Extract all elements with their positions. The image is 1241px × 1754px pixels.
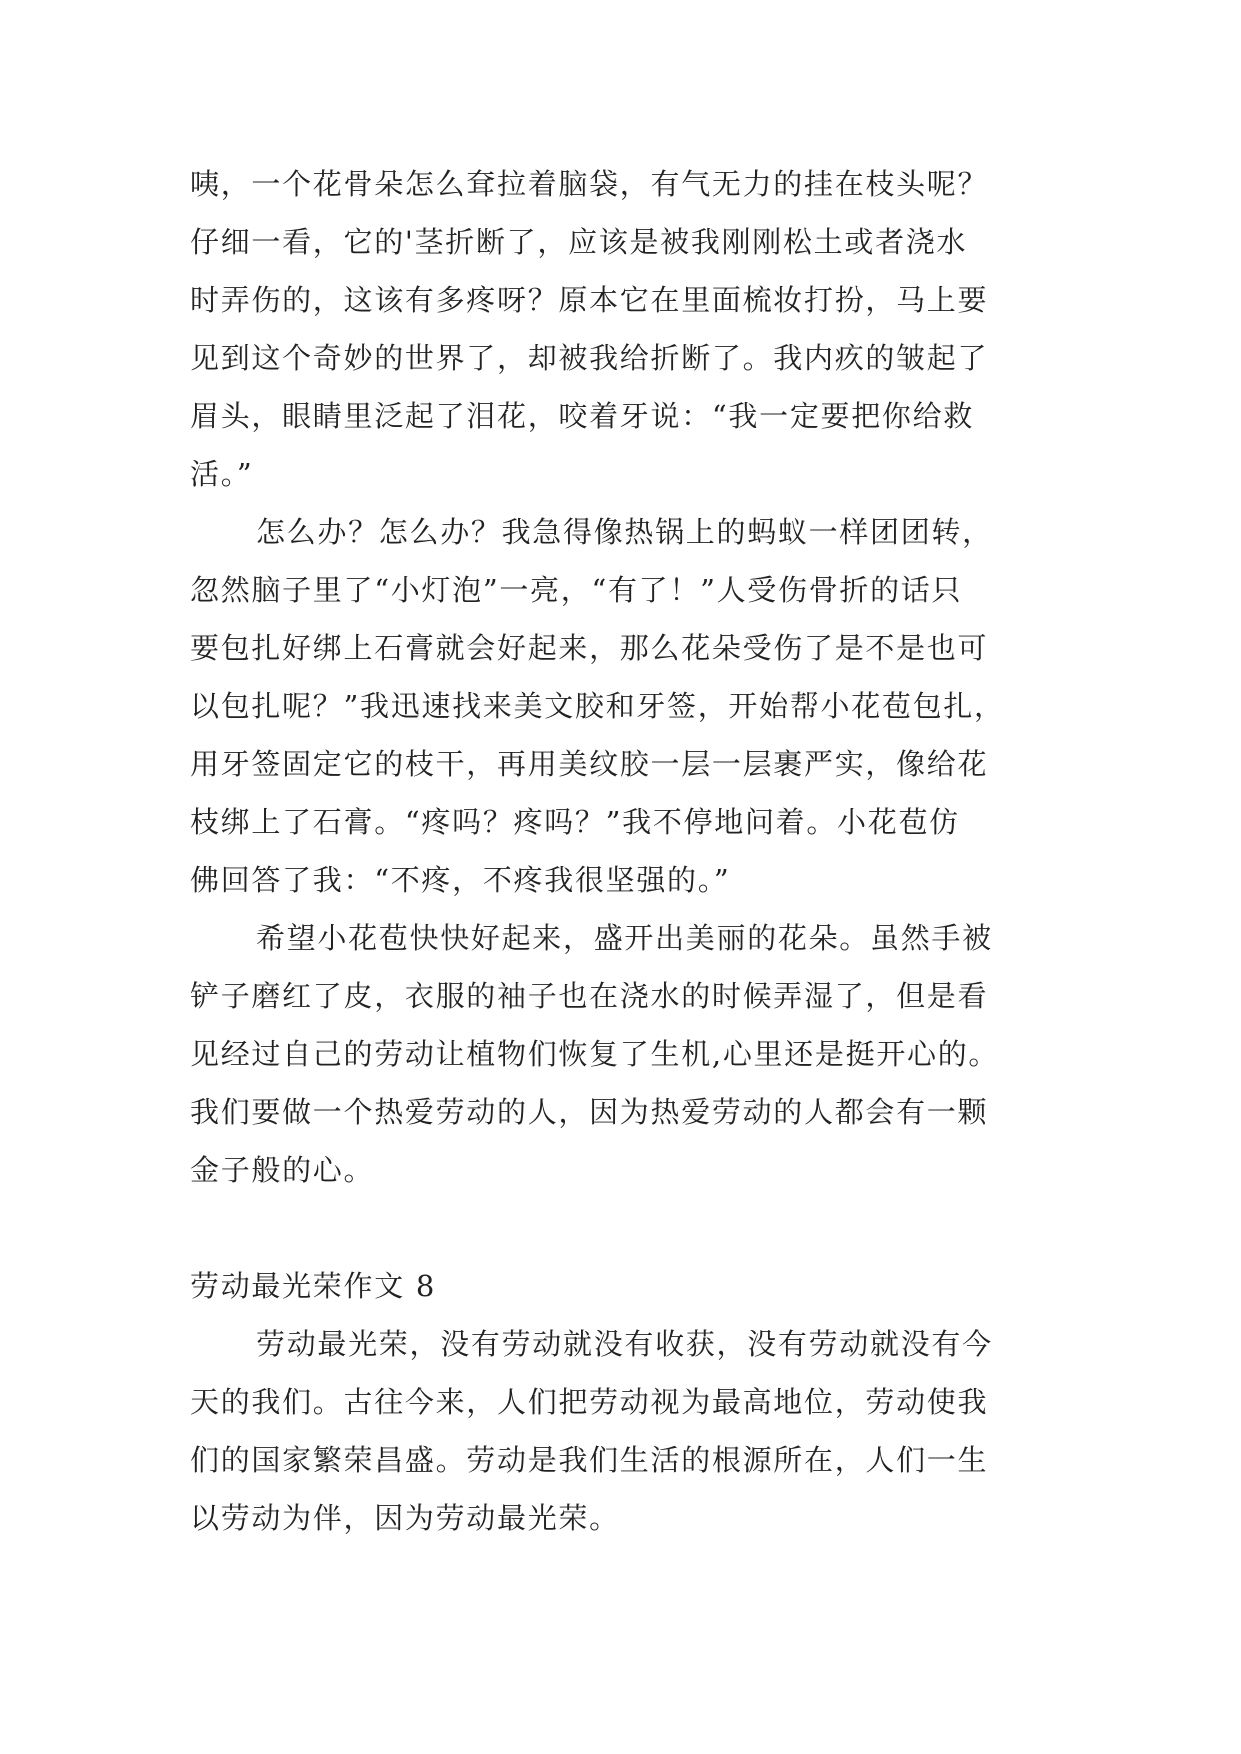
section-heading: 劳动最光荣作文 8 — [190, 1269, 436, 1303]
text-line: 咦，一个花骨朵怎么耷拉着脑袋，有气无力的挂在枝头呢？ — [190, 167, 989, 201]
text-line: 忽然脑子里了“小灯泡”一亮，“有了！”人受伤骨折的话只 — [190, 573, 963, 607]
text-line: 铲子磨红了皮，衣服的袖子也在浇水的时候弄湿了，但是看 — [190, 979, 989, 1013]
text-line: 希望小花苞快快好起来，盛开出美丽的花朵。虽然手被 — [256, 921, 993, 955]
paragraph-1 — [190, 155, 1050, 503]
text-line: 佛回答了我：“不疼，不疼我很坚强的。” — [190, 863, 731, 897]
text-line: 天的我们。古往今来，人们把劳动视为最高地位，劳动使我 — [190, 1385, 989, 1419]
text-line: 见经过自己的劳动让植物们恢复了生机,心里还是挺开心的。 — [190, 1037, 1000, 1071]
text-line: 以劳动为伴，因为劳动最光荣。 — [190, 1501, 620, 1535]
paragraph-4 — [190, 1315, 1050, 1547]
document-body — [190, 155, 1050, 1547]
text-line: 们的国家繁荣昌盛。劳动是我们生活的根源所在，人们一生 — [190, 1443, 989, 1477]
text-line: 以包扎呢？”我迅速找来美文胶和牙签，开始帮小花苞包扎， — [190, 689, 1005, 723]
text-line: 要包扎好绑上石膏就会好起来，那么花朵受伤了是不是也可 — [190, 631, 989, 665]
text-line: 仔细一看，它的'茎折断了，应该是被我刚刚松土或者浇水 — [190, 225, 968, 259]
text-line: 劳动最光荣，没有劳动就没有收获，没有劳动就没有今 — [256, 1327, 993, 1361]
text-line: 眉头，眼睛里泛起了泪花，咬着牙说：“我一定要把你给救 — [190, 399, 975, 433]
text-line: 用牙签固定它的枝干，再用美纹胶一层一层裹严实，像给花 — [190, 747, 989, 781]
text-line: 我们要做一个热爱劳动的人，因为热爱劳动的人都会有一颗 — [190, 1095, 989, 1129]
text-line: 见到这个奇妙的世界了，却被我给折断了。我内疚的皱起了 — [190, 341, 989, 375]
text-line: 金子般的心。 — [190, 1153, 375, 1187]
text-line: 枝绑上了石膏。“疼吗？疼吗？”我不停地问着。小花苞仿 — [190, 805, 960, 839]
paragraph-3 — [190, 909, 1050, 1199]
text-line: 怎么办？怎么办？我急得像热锅上的蚂蚁一样团团转， — [256, 515, 993, 549]
paragraph-spacer — [190, 1199, 1050, 1257]
text-line: 时弄伤的，这该有多疼呀？原本它在里面梳妆打扮，马上要 — [190, 283, 989, 317]
text-line: 活。” — [190, 457, 254, 491]
paragraph-2 — [190, 503, 1050, 909]
